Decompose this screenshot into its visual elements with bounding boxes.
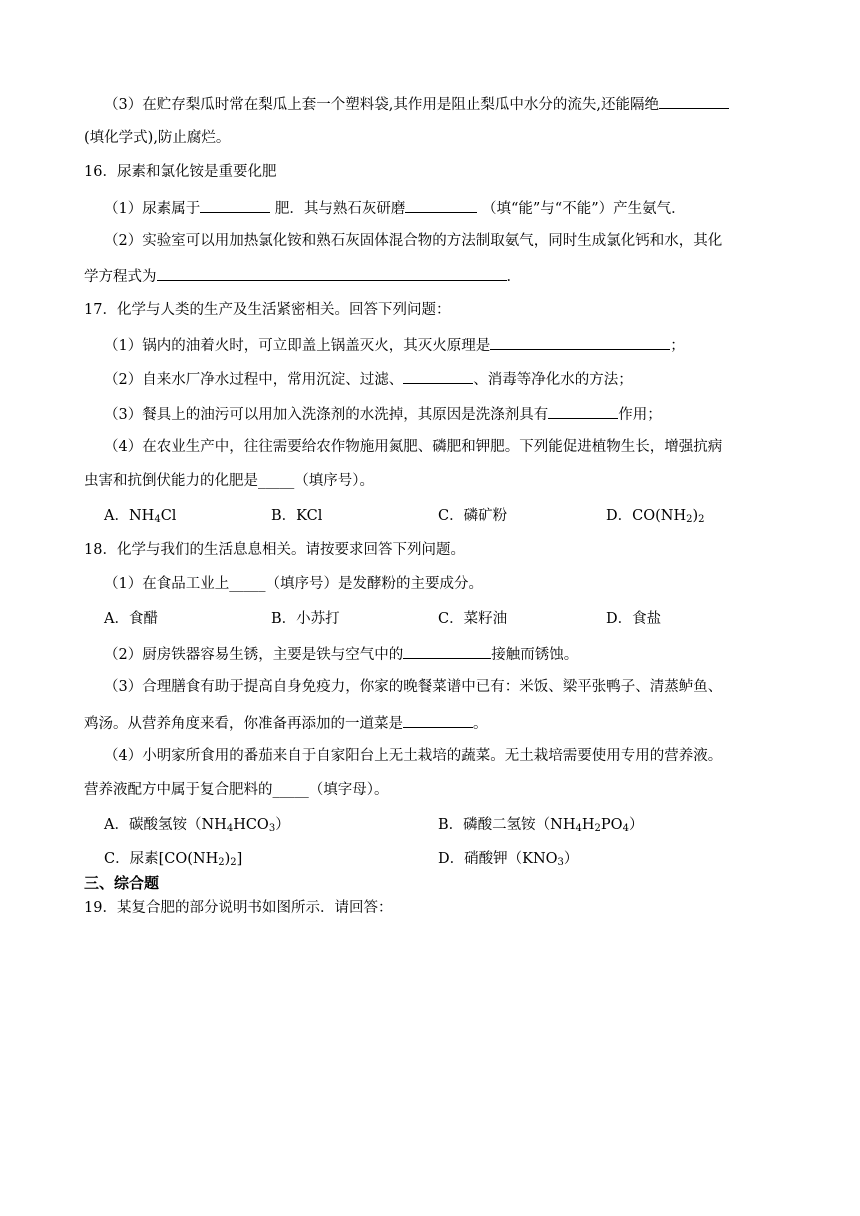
q16-part1 [104, 197, 686, 219]
q18-option-d: D．食盐 [606, 611, 662, 627]
q18-stem: 18．化学与我们的生活息息相关。请按要求回答下列问题。 [84, 542, 465, 558]
q18-part3-line2 [84, 712, 488, 734]
q17-part1-end: ； [670, 338, 685, 354]
q18-option-b: B．小苏打 [271, 611, 340, 627]
q18-part3-end: 。 [473, 716, 488, 732]
q16-part2-end: ． [506, 269, 521, 285]
subscript: 2 [218, 857, 225, 868]
formula-part: ) [224, 851, 231, 867]
subscript: 4 [622, 823, 629, 834]
answer-blank [403, 368, 473, 384]
q18-option-a: A．食醋 [104, 611, 158, 627]
q15-part3-text: （3）在贮存梨瓜时常在梨瓜上套一个塑料袋,其作用是阻止梨瓜中水分的流失,还能隔绝 [104, 97, 659, 113]
q18-part2 [104, 643, 578, 665]
q18-option2-d [438, 849, 578, 869]
q18-option2-c [104, 849, 242, 869]
subscript: 2 [698, 514, 705, 525]
formula-end: ] [236, 851, 243, 867]
q19-stem: 19．某复合肥的部分说明书如图所示．请回答： [84, 900, 393, 916]
q17-option-d-text: D．CO(NH [606, 508, 687, 524]
q17-part4-line1: （4）在农业生产中，往往需要给农作物施用氮肥、磷肥和钾肥。下列能促进植物生长，增强抗病 [104, 439, 723, 455]
q17-part3-text: （3）餐具上的油污可以用加入洗涤剂的水洗掉，其原因是洗涤剂具有 [104, 407, 549, 423]
subscript: 2 [594, 823, 601, 834]
subscript: 4 [226, 823, 234, 834]
answer-blank [659, 93, 729, 109]
answer-blank [490, 334, 670, 350]
q18-part1: （1）在食品工业上_____（填序号）是发酵粉的主要成分。 [104, 576, 483, 592]
subscript: 2 [686, 514, 693, 525]
q18-option2-a-text: A．碳酸氢铵（NH [104, 817, 227, 833]
q16-part2-text: 学方程式为 [84, 269, 157, 285]
q16-part1-text-b: 肥．其与熟石灰研磨 [270, 201, 406, 217]
formula-part: HCO [233, 817, 269, 833]
subscript: 2 [230, 857, 237, 868]
q16-stem: 16．尿素和氯化铵是重要化肥 [84, 164, 277, 180]
q18-option-c: C．菜籽油 [438, 611, 508, 627]
formula-part: H [581, 817, 595, 833]
subscript: 4 [575, 823, 582, 834]
q16-part2-line2 [84, 265, 521, 287]
q17-option-a-text: A．NH [104, 508, 155, 524]
q17-option-a-end: Cl [160, 508, 177, 524]
q17-part3-end: 作用； [618, 407, 662, 423]
q18-part2-end: 接触而锈蚀。 [491, 647, 579, 663]
q17-part2-end: 、消毒等净化水的方法； [473, 372, 633, 388]
q15-part3-text-end: (填化学式),防止腐烂。 [84, 130, 231, 146]
q16-part2-line1: （2）实验室可以用加热氯化铵和熟石灰固体混合物的方法制取氨气，同时生成氯化钙和水，其化 [104, 233, 723, 249]
formula-part: PO [600, 817, 623, 833]
q17-option-b: B．KCl [271, 508, 323, 524]
q18-option2-c-text: C．尿素[CO(NH [104, 851, 219, 867]
q17-part3 [104, 403, 662, 425]
q15-part3-line2 [84, 128, 230, 148]
q17-part1-text: （1）锅内的油着火时，可立即盖上锅盖灭火，其灭火原理是 [104, 338, 491, 354]
answer-blank [200, 197, 270, 213]
q17-option-d [606, 506, 705, 526]
answer-blank [405, 197, 477, 213]
q16-part1-text-a: （1）尿素属于 [104, 201, 201, 217]
section-heading: 三、综合题 [84, 874, 160, 892]
q18-part4-line2: 营养液配方中属于复合肥料的_____（填字母）。 [84, 782, 389, 798]
subscript: 4 [154, 514, 161, 525]
q18-option2-d-text: D．硝酸钾（KNO [438, 851, 558, 867]
q15-part3-line1 [104, 93, 729, 115]
answer-blank [403, 643, 491, 659]
q17-stem: 17．化学与人类的生产及生活紧密相关。回答下列问题： [84, 302, 451, 318]
q17-part1 [104, 334, 685, 356]
q17-option-d-mid: ) [692, 508, 699, 524]
subscript: 3 [268, 823, 276, 834]
answer-blank [548, 403, 618, 419]
q18-part4-line1: （4）小明家所食用的番茄来自于自家阳台上无土栽培的蔬菜。无土栽培需要使用专用的营养液。 [104, 748, 723, 764]
answer-blank [403, 712, 473, 728]
q17-part2-text: （2）自来水厂净水过程中，常用沉淀、过滤、 [104, 372, 404, 388]
q18-option2-b-text: B．磷酸二氢铵（NH [438, 817, 576, 833]
q18-part3-line1: （3）合理膳食有助于提高自身免疫力，你家的晚餐菜谱中已有：米饭、梁平张鸭子、清蒸鲈鱼、 [104, 679, 723, 695]
q17-option-c: C．磷矿粉 [438, 508, 508, 524]
q18-part2-text: （2）厨房铁器容易生锈，主要是铁与空气中的 [104, 647, 404, 663]
q17-option-a [104, 506, 176, 526]
q17-part4-line2: 虫害和抗倒伏能力的化肥是_____（填序号）。 [84, 473, 374, 489]
formula-end: ） [628, 817, 644, 833]
q18-option2-a [104, 815, 290, 835]
formula-end: ） [275, 817, 290, 833]
q17-part2 [104, 368, 633, 390]
subscript: 3 [557, 857, 564, 868]
formula-end: ） [563, 851, 579, 867]
answer-blank [157, 265, 507, 281]
q18-option2-b [438, 815, 643, 835]
q18-part3-text: 鸡汤。从营养角度来看，你准备再添加的一道菜是 [84, 716, 403, 732]
q16-part1-text-c: （填“能”与“不能”）产生氨气． [477, 201, 686, 217]
